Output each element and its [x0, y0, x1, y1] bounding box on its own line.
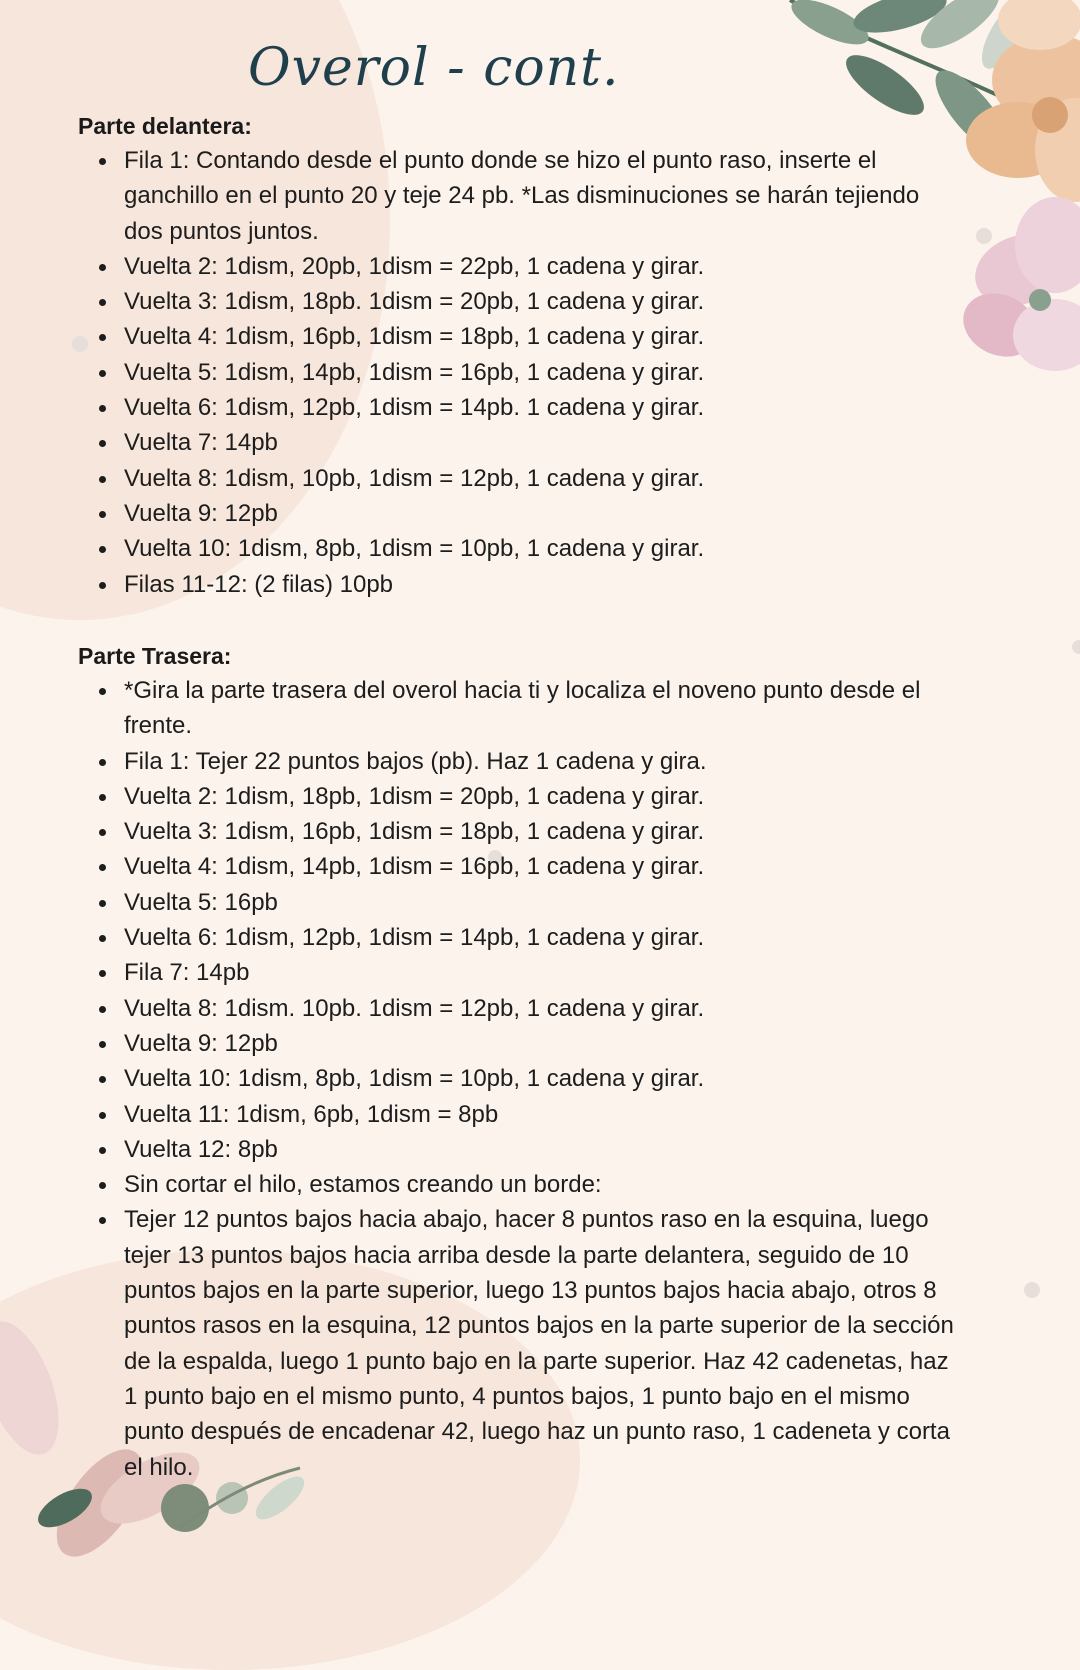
back-instructions-list — [78, 673, 958, 1485]
list-item: Vuelta 6: 1dism, 12pb, 1dism = 14pb, 1 cadena y girar. — [124, 920, 958, 955]
eucalyptus-leaf-icon — [216, 1482, 248, 1514]
list-item: Vuelta 7: 14pb — [124, 425, 958, 460]
list-item: Sin cortar el hilo, estamos creando un borde: — [124, 1167, 958, 1202]
list-item: Vuelta 3: 1dism, 16pb, 1dism = 18pb, 1 cadena y girar. — [124, 814, 958, 849]
list-item: Vuelta 9: 12pb — [124, 496, 958, 531]
front-instructions-list — [78, 143, 958, 602]
list-item: Vuelta 8: 1dism. 10pb. 1dism = 12pb, 1 cadena y girar. — [124, 991, 958, 1026]
list-item: Vuelta 2: 1dism, 20pb, 1dism = 22pb, 1 cadena y girar. — [124, 249, 958, 284]
list-item: Filas 11-12: (2 filas) 10pb — [124, 567, 958, 602]
list-item: Vuelta 11: 1dism, 6pb, 1dism = 8pb — [124, 1097, 958, 1132]
list-item: Vuelta 3: 1dism, 18pb. 1dism = 20pb, 1 cadena y girar. — [124, 284, 958, 319]
back-section-heading: Parte Trasera: — [78, 643, 232, 669]
list-item: Vuelta 10: 1dism, 8pb, 1dism = 10pb, 1 cadena y girar. — [124, 531, 958, 566]
list-item: Vuelta 12: 8pb — [124, 1132, 958, 1167]
list-item: Vuelta 9: 12pb — [124, 1026, 958, 1061]
back-section — [78, 639, 958, 1485]
list-item: Vuelta 4: 1dism, 14pb, 1dism = 16pb, 1 cadena y girar. — [124, 849, 958, 884]
list-item: Vuelta 8: 1dism, 10pb, 1dism = 12pb, 1 cadena y girar. — [124, 461, 958, 496]
page-title: Overol - cont. — [248, 38, 620, 98]
list-item: Vuelta 2: 1dism, 18pb, 1dism = 20pb, 1 cadena y girar. — [124, 779, 958, 814]
decor-dot — [1072, 640, 1080, 654]
list-item: Vuelta 10: 1dism, 8pb, 1dism = 10pb, 1 cadena y girar. — [124, 1061, 958, 1096]
petal-icon — [0, 1311, 74, 1464]
list-item: Fila 1: Tejer 22 puntos bajos (pb). Haz 1 cadena y gira. — [124, 744, 958, 779]
front-section — [78, 109, 958, 602]
list-item: Tejer 12 puntos bajos hacia abajo, hacer 8 puntos raso en la esquina, luego tejer 13 puntos bajos hacia arriba desde la parte delantera, seguido de 10 puntos bajos en la parte superior, luego 13 puntos bajos hacia abajo, otros 8 puntos rasos en la esquina, 12 puntos bajos en la parte superior de la sección de la espalda, luego 1 punto bajo en la parte superior. Haz 42 cadenetas, haz 1 punto bajo en el mismo punto, 4 puntos bajos, 1 punto bajo en el mismo punto después de encadenar 42, luego haz un punto raso, 1 cadeneta y corta el hilo. — [124, 1202, 958, 1484]
list-item: Vuelta 6: 1dism, 12pb, 1dism = 14pb. 1 cadena y girar. — [124, 390, 958, 425]
list-item: Vuelta 4: 1dism, 16pb, 1dism = 18pb, 1 cadena y girar. — [124, 319, 958, 354]
list-item: Vuelta 5: 1dism, 14pb, 1dism = 16pb, 1 cadena y girar. — [124, 355, 958, 390]
pink-flower-icon — [953, 197, 1080, 371]
list-item: *Gira la parte trasera del overol hacia ti y localiza el noveno punto desde el frente. — [124, 673, 958, 744]
list-item: Vuelta 5: 16pb — [124, 885, 958, 920]
list-item: Fila 1: Contando desde el punto donde se hizo el punto raso, inserte el ganchillo en el punto 20 y teje 24 pb. *Las disminuciones se harán tejiendo dos puntos juntos. — [124, 143, 958, 249]
list-item: Fila 7: 14pb — [124, 955, 958, 990]
front-section-heading: Parte delantera: — [78, 113, 252, 139]
decor-dot — [1024, 1282, 1040, 1298]
